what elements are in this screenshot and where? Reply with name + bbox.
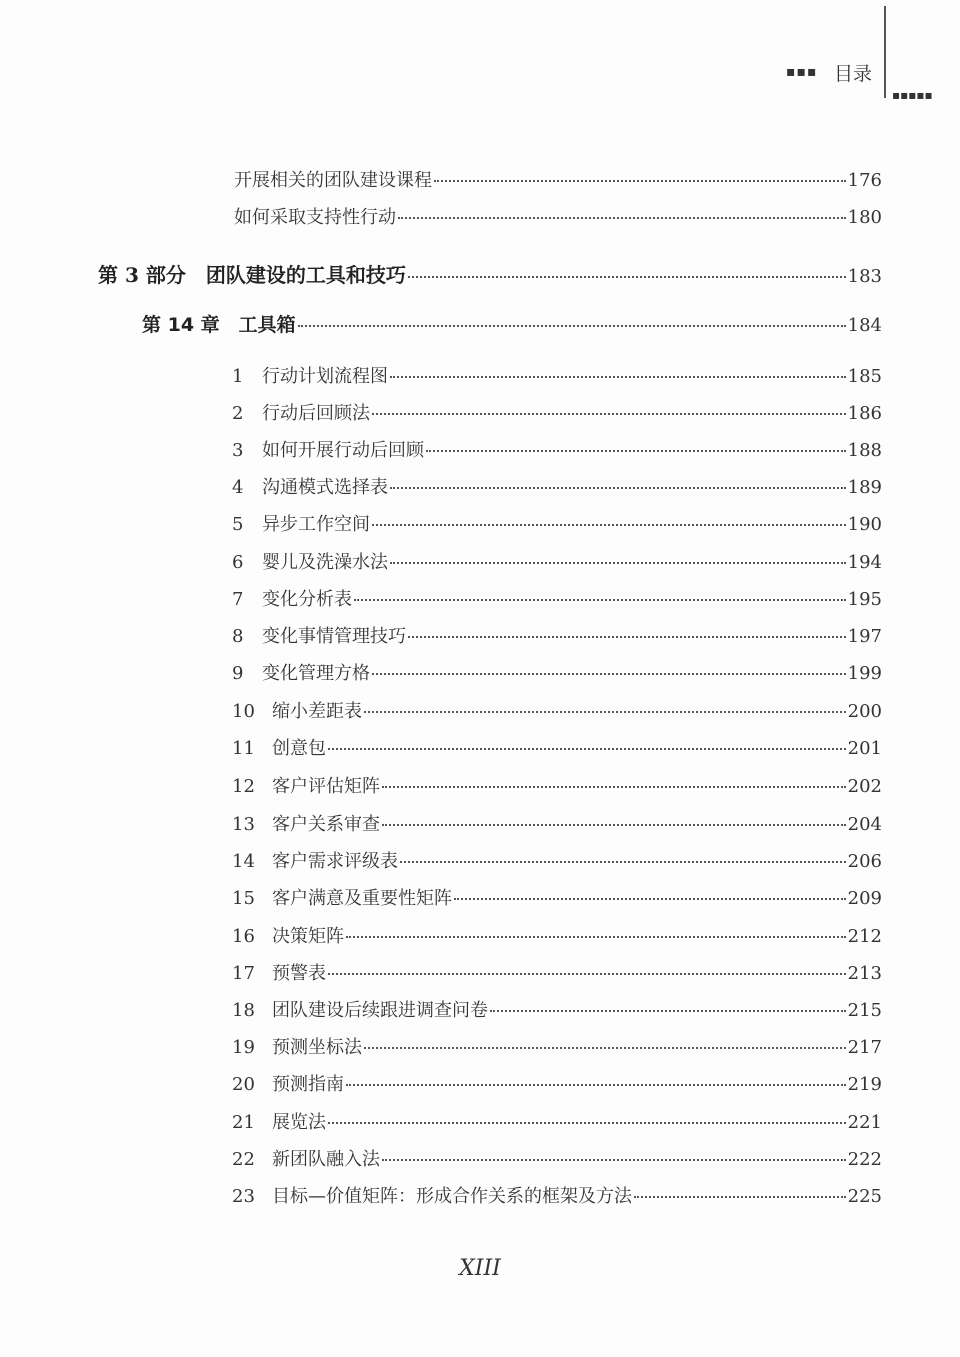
toc-entry-page: 180: [847, 207, 882, 228]
tool-title: 新团队融入法: [272, 1149, 380, 1170]
tool-page: 195: [847, 589, 882, 610]
tool-number: 12: [232, 776, 255, 797]
tool-number: 20: [232, 1074, 255, 1095]
dot-leader: [398, 217, 846, 219]
dot-leader: [346, 936, 846, 938]
tool-title: 客户评估矩阵: [272, 776, 380, 797]
toc-tool-entry[interactable]: [232, 922, 882, 948]
tool-number: 16: [232, 926, 255, 947]
toc-tool-entry[interactable]: [232, 622, 882, 648]
toc-tool-entry[interactable]: [232, 1145, 882, 1171]
toc-entry[interactable]: [234, 203, 882, 229]
dot-leader: [634, 1196, 846, 1198]
part-page: 183: [847, 266, 882, 287]
toc-part-heading[interactable]: [98, 259, 882, 289]
tool-title: 客户满意及重要性矩阵: [272, 888, 452, 909]
tool-title: 决策矩阵: [272, 926, 344, 947]
tool-title: 缩小差距表: [272, 701, 362, 722]
toc-tool-entry[interactable]: [232, 996, 882, 1022]
dot-leader: [408, 636, 846, 638]
tool-title: 客户需求评级表: [272, 851, 398, 872]
dot-leader: [390, 562, 846, 564]
dot-leader: [328, 1122, 846, 1124]
tool-number: 19: [232, 1037, 255, 1058]
dot-leader: [346, 1084, 846, 1086]
toc-entry-title: 开展相关的团队建设课程: [234, 170, 432, 191]
dot-leader: [434, 180, 846, 182]
tool-number: 10: [232, 701, 255, 722]
tool-number: 4: [232, 477, 244, 498]
tool-title: 婴儿及洗澡水法: [262, 552, 388, 573]
tool-number: 9: [232, 663, 244, 684]
tool-page: 188: [847, 440, 882, 461]
dot-leader: [372, 413, 846, 415]
toc-tool-entry[interactable]: [232, 436, 882, 462]
toc-entry[interactable]: [234, 166, 882, 192]
tool-page: 217: [847, 1037, 882, 1058]
tool-page: 185: [847, 366, 882, 387]
tool-number: 6: [232, 552, 244, 573]
tool-number: 13: [232, 814, 255, 835]
header-squares-decoration: ▪▪▪: [786, 64, 818, 80]
tool-title: 预警表: [272, 963, 326, 984]
tool-page: 200: [847, 701, 882, 722]
toc-tool-entry[interactable]: [232, 810, 882, 836]
tool-title: 行动计划流程图: [262, 366, 388, 387]
chapter-page: 184: [847, 315, 882, 336]
tool-number: 11: [232, 738, 255, 759]
tool-title: 沟通模式选择表: [262, 477, 388, 498]
toc-entry-title: 如何采取支持性行动: [234, 207, 396, 228]
toc-tool-entry[interactable]: [232, 697, 882, 723]
tool-page: 194: [847, 552, 882, 573]
dot-leader: [382, 786, 846, 788]
tool-page: 206: [847, 851, 882, 872]
toc-tool-entry[interactable]: [232, 1182, 882, 1208]
toc-tool-entry[interactable]: [232, 585, 882, 611]
toc-tool-entry[interactable]: [232, 959, 882, 985]
dot-leader: [382, 824, 846, 826]
toc-tool-entry[interactable]: [232, 659, 882, 685]
dot-leader: [354, 599, 846, 601]
tool-number: 2: [232, 403, 244, 424]
tool-number: 21: [232, 1112, 255, 1133]
dot-leader: [298, 325, 846, 327]
tool-page: 197: [847, 626, 882, 647]
toc-tool-entry[interactable]: [232, 548, 882, 574]
tool-page: 225: [847, 1186, 882, 1207]
running-header-title: 目录: [834, 63, 873, 85]
tool-number: 14: [232, 851, 255, 872]
dot-leader: [364, 711, 846, 713]
tool-page: 204: [847, 814, 882, 835]
toc-tool-entry[interactable]: [232, 1033, 882, 1059]
toc-tool-entry[interactable]: [232, 362, 882, 388]
toc-tool-entry[interactable]: [232, 473, 882, 499]
tool-title: 预测指南: [272, 1074, 344, 1095]
tool-page: 219: [847, 1074, 882, 1095]
dot-leader: [328, 973, 846, 975]
tool-number: 3: [232, 440, 244, 461]
toc-tool-entry[interactable]: [232, 884, 882, 910]
tool-title: 异步工作空间: [262, 514, 370, 535]
tool-page: 212: [847, 926, 882, 947]
tool-title: 变化事情管理技巧: [262, 626, 406, 647]
tool-number: 18: [232, 1000, 255, 1021]
header-squares-right-decoration: ▪▪▪▪▪: [892, 88, 933, 102]
dot-leader: [372, 524, 846, 526]
toc-tool-entry[interactable]: [232, 1070, 882, 1096]
header-vertical-rule: [884, 6, 886, 98]
tool-number: 15: [232, 888, 255, 909]
toc-tool-entry[interactable]: [232, 399, 882, 425]
tool-title: 预测坐标法: [272, 1037, 362, 1058]
toc-chapter-heading[interactable]: [142, 310, 882, 338]
dot-leader: [390, 376, 846, 378]
dot-leader: [390, 487, 846, 489]
tool-title: 目标—价值矩阵：形成合作关系的框架及方法: [272, 1186, 632, 1207]
tool-page: 202: [847, 776, 882, 797]
toc-tool-entry[interactable]: [232, 510, 882, 536]
tool-number: 1: [232, 366, 244, 387]
tool-page: 215: [847, 1000, 882, 1021]
tool-number: 7: [232, 589, 244, 610]
chapter-title: 第 14 章 工具箱: [142, 314, 296, 336]
dot-leader: [400, 861, 846, 863]
tool-page: 190: [847, 514, 882, 535]
tool-page: 213: [847, 963, 882, 984]
toc-tool-entry[interactable]: [232, 772, 882, 798]
tool-title: 展览法: [272, 1112, 326, 1133]
dot-leader: [454, 898, 846, 900]
tool-title: 行动后回顾法: [262, 403, 370, 424]
tool-title: 团队建设后续跟进调查问卷: [272, 1000, 488, 1021]
tool-page: 222: [847, 1149, 882, 1170]
dot-leader: [364, 1047, 846, 1049]
toc-tool-entry[interactable]: [232, 1108, 882, 1134]
tool-page: 209: [847, 888, 882, 909]
toc-entry-page: 176: [847, 170, 882, 191]
tool-number: 17: [232, 963, 255, 984]
dot-leader: [372, 673, 846, 675]
tool-page: 201: [847, 738, 882, 759]
tool-page: 189: [847, 477, 882, 498]
tool-title: 变化分析表: [262, 589, 352, 610]
tool-title: 如何开展行动后回顾: [262, 440, 424, 461]
tool-title: 创意包: [272, 738, 326, 759]
tool-number: 5: [232, 514, 244, 535]
page-number: XIII: [459, 1256, 501, 1281]
dot-leader: [382, 1159, 846, 1161]
toc-tool-entry[interactable]: [232, 847, 882, 873]
tool-page: 199: [847, 663, 882, 684]
tool-title: 变化管理方格: [262, 663, 370, 684]
toc-tool-entry[interactable]: [232, 734, 882, 760]
dot-leader: [328, 748, 846, 750]
part-title: 第 3 部分 团队建设的工具和技巧: [98, 263, 406, 287]
tool-number: 8: [232, 626, 244, 647]
tool-title: 客户关系审查: [272, 814, 380, 835]
tool-page: 186: [847, 403, 882, 424]
dot-leader: [490, 1010, 846, 1012]
tool-number: 23: [232, 1186, 255, 1207]
dot-leader: [408, 276, 846, 278]
dot-leader: [426, 450, 846, 452]
tool-page: 221: [847, 1112, 882, 1133]
tool-number: 22: [232, 1149, 255, 1170]
